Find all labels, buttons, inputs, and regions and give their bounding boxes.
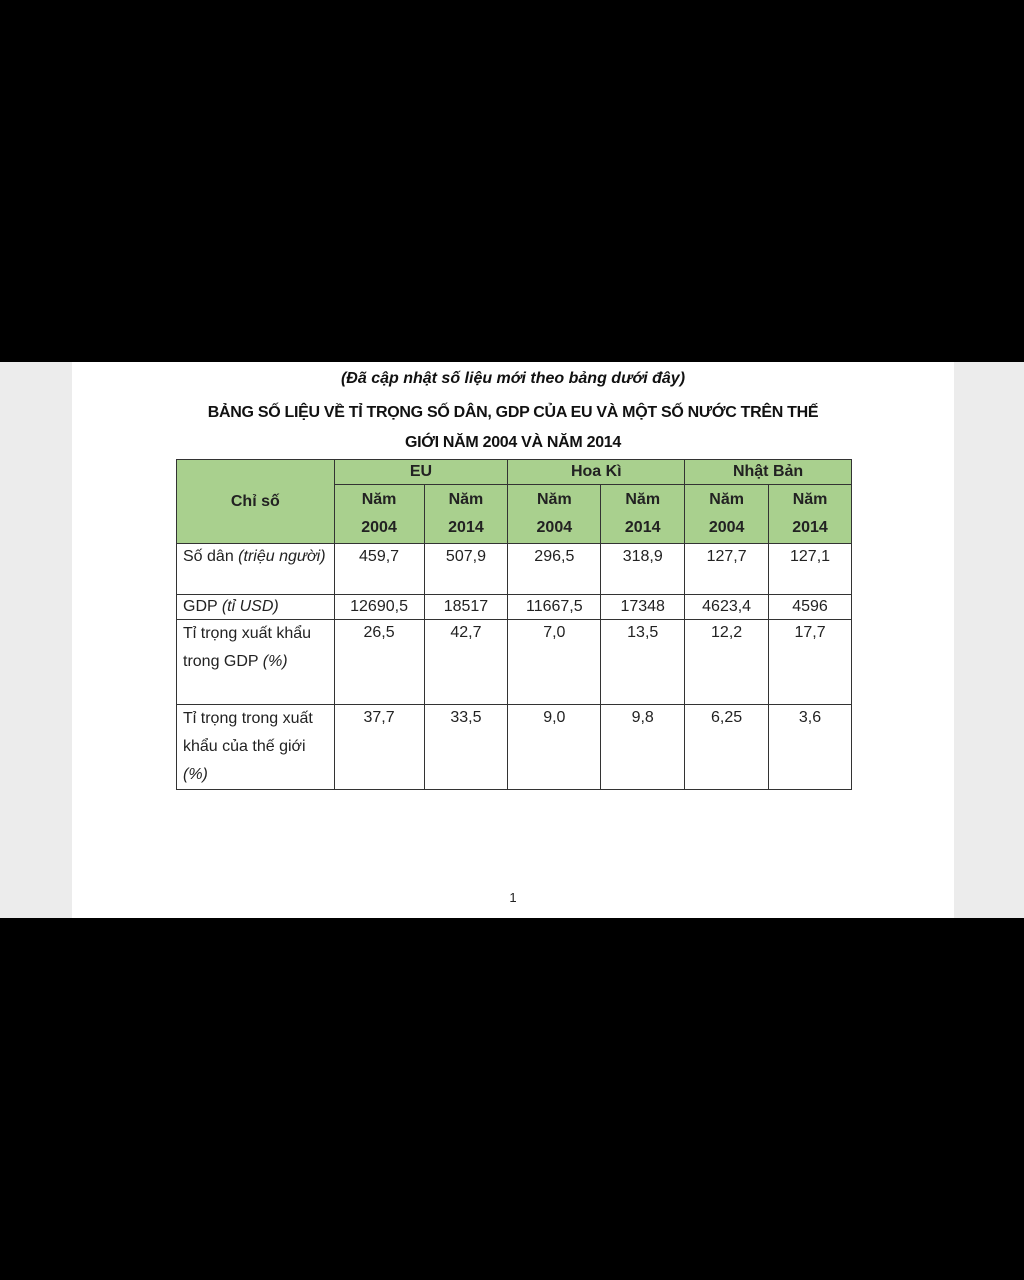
table-title-line-2: GIỚI NĂM 2004 VÀ NĂM 2014 (404, 434, 621, 451)
table-cell: 11667,5 (508, 595, 601, 620)
row-label (177, 705, 335, 790)
year-prefix: Năm (625, 491, 661, 508)
row-label-unit: (%) (262, 653, 288, 670)
row-label-unit: (%) (183, 766, 208, 783)
year-value: 2004 (708, 519, 745, 536)
table-cell: 4596 (769, 595, 852, 620)
table-title (152, 398, 874, 458)
table-cell: 507,9 (424, 544, 508, 595)
header-indicator: Chỉ số (177, 460, 335, 544)
table-title-line-1: BẢNG SỐ LIỆU VỀ TỈ TRỌNG SỐ DÂN, GDP CỦA EU VÀ MỘT SỐ NƯỚC TRÊN THẾ (207, 404, 819, 421)
page-number: 1 (509, 890, 517, 905)
document-page (72, 362, 954, 918)
table-cell: 9,8 (601, 705, 685, 790)
header-year (424, 485, 508, 544)
table-row (177, 705, 852, 790)
table-cell: 4623,4 (685, 595, 769, 620)
table-cell: 42,7 (424, 620, 508, 705)
table-cell: 26,5 (334, 620, 424, 705)
header-year (334, 485, 424, 544)
table-cell: 18517 (424, 595, 508, 620)
year-value: 2004 (536, 519, 573, 536)
year-value: 2004 (361, 519, 397, 536)
page-band (0, 362, 1024, 918)
data-table (176, 459, 852, 790)
header-group-us: Hoa Kì (508, 460, 685, 485)
table-cell: 3,6 (769, 705, 852, 790)
row-label-text: GDP (183, 598, 218, 615)
table-cell: 459,7 (334, 544, 424, 595)
row-label (177, 620, 335, 705)
table-cell: 296,5 (508, 544, 601, 595)
row-label-text: Số dân (183, 548, 234, 565)
table-cell: 12,2 (685, 620, 769, 705)
year-prefix: Năm (361, 491, 397, 508)
table-row (177, 620, 852, 705)
table-cell: 12690,5 (334, 595, 424, 620)
table-cell: 9,0 (508, 705, 601, 790)
table-cell: 6,25 (685, 705, 769, 790)
table-cell: 33,5 (424, 705, 508, 790)
row-label (177, 595, 335, 620)
table-row (177, 544, 852, 595)
row-label-text: Tỉ trọng xuất khẩu trong GDP (183, 625, 312, 670)
year-value: 2014 (624, 519, 661, 536)
header-year (769, 485, 852, 544)
table-cell: 7,0 (508, 620, 601, 705)
header-group-japan: Nhật Bản (685, 460, 852, 485)
year-value: 2014 (448, 519, 484, 536)
row-label-unit: (tỉ USD) (221, 598, 279, 615)
header-group-eu: EU (334, 460, 508, 485)
table-cell: 37,7 (334, 705, 424, 790)
header-year (685, 485, 769, 544)
row-label-unit: (triệu người) (238, 548, 326, 565)
header-year (601, 485, 685, 544)
update-note: (Đã cập nhật số liệu mới theo bảng dưới đây) (340, 370, 686, 387)
year-value: 2014 (792, 519, 828, 536)
table-cell: 318,9 (601, 544, 685, 595)
year-prefix: Năm (709, 491, 744, 508)
table-cell: 13,5 (601, 620, 685, 705)
row-label (177, 544, 335, 595)
table-row (177, 595, 852, 620)
table-cell: 17,7 (769, 620, 852, 705)
year-prefix: Năm (536, 491, 572, 508)
table-cell: 17348 (601, 595, 685, 620)
table-cell: 127,1 (769, 544, 852, 595)
year-prefix: Năm (448, 491, 484, 508)
header-group-row (177, 460, 852, 485)
header-year (508, 485, 601, 544)
row-label-text: Tỉ trọng trong xuất khẩu của thế giới (183, 710, 313, 755)
table-cell: 127,7 (685, 544, 769, 595)
year-prefix: Năm (792, 491, 828, 508)
